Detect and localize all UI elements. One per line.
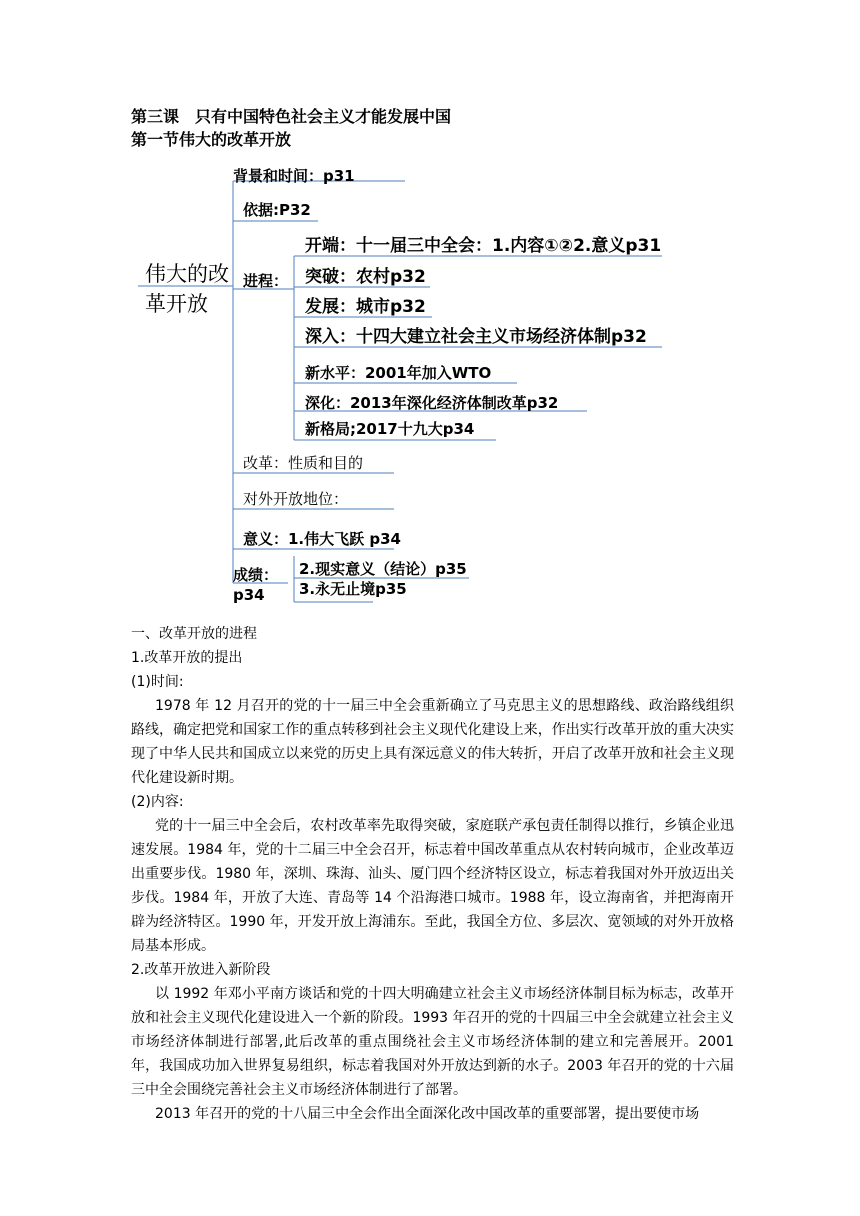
- process-breakthrough: 突破：农村p32: [305, 267, 426, 287]
- lesson-title: 第三课 只有中国特色社会主义才能发展中国: [131, 107, 452, 126]
- mindmap-background: 背景和时间：p31: [233, 167, 355, 185]
- achievement-endless: 3.永无止境p35: [299, 580, 407, 598]
- section-title: 第一节伟大的改革开放: [131, 130, 292, 149]
- paragraph: 1978 年 12 月召开的党的十一届三中全会重新确立了马克思主义的思想路线、政治路线组织路线，确定把党和国家工作的重点转移到社会主义现代化建设上来，作出实行改革开放的重大决实现了中华人民共和国成立以来党的历史上具有深远意义的伟大转折，开启了改革开放和社会主义现代化建设新时期。: [131, 698, 734, 786]
- mindmap-achievement-page: p34: [233, 586, 265, 604]
- paragraph: 以 1992 年邓小平南方谈话和党的十四大明确建立社会主义市场经济体制目标为标志，改革开放和社会主义现代化建设进入一个新的阶段。1993 年召开的党的十四届三中全会就建立社会主义市场经济体制进行部署,此后改革的重点围绕社会主义市场经济体制的建立和完善展开。2001 年，我国成功加入世界复易组织，标志着我国对外开放达到新的水子。2003 年召开的党的十六届三中全会围绕完善社会主义市场经济体制进行了部署。: [131, 986, 734, 1098]
- item-heading: (1)时间:: [131, 674, 184, 690]
- process-new-level: 新水平：2001年加入WTO: [305, 364, 492, 382]
- mindmap-significance: 意义：1.伟大飞跃 p34: [243, 530, 401, 548]
- process-start: 开端：十一届三中全会：1.内容①②2.意义p31: [305, 236, 662, 256]
- section-heading: 一、改革开放的进程: [131, 626, 257, 642]
- paragraph: 2013 年召开的党的十八届三中全会作出全面深化改中国改革的重要部署，提出要使市场: [155, 1106, 700, 1122]
- process-further-deepening: 深化：2013年深化经济体制改革p32: [305, 394, 559, 412]
- body-text: [131, 622, 734, 1126]
- mindmap-root: 伟大的改革开放: [145, 262, 229, 316]
- mindmap-achievement-label: 成绩：: [233, 566, 279, 584]
- subsection-heading: 2.改革开放进入新阶段: [131, 962, 271, 978]
- paragraph: 党的十一届三中全会后，农村改革率先取得突破，家庭联产承包责任制得以推行，乡镇企业迅速发展。1984 年，党的十二届三中全会召开，标志着中国改革重点从农村转向城市，企业改革迈出重要步伐。1980 年，深圳、珠海、汕头、厦门四个经济特区设立，标志着我国对外开放迈出关步伐。1984 年，开放了大连、青岛等 14 个沿海港口城市。1988 年，设立海南省，并把海南开辟为经济特区。1990 年，开发开放上海浦东。至此，我国全方位、多层次、宽领域的对外开放格局基本形成。: [131, 818, 734, 954]
- mindmap-opening-status: 对外开放地位：: [243, 490, 349, 508]
- achievement-realistic-meaning: 2.现实意义（结论）p35: [299, 560, 467, 578]
- mindmap-process-label: 进程：: [243, 272, 289, 290]
- mindmap-basis: 依据:P32: [243, 201, 311, 219]
- process-development: 发展：城市p32: [305, 297, 426, 317]
- subsection-heading: 1.改革开放的提出: [131, 650, 243, 666]
- item-heading: (2)内容:: [131, 794, 184, 810]
- process-new-pattern: 新格局;2017十九大p34: [305, 420, 475, 438]
- process-deepening: 深入：十四大建立社会主义市场经济体制p32: [305, 327, 647, 347]
- mindmap-reform: 改革：性质和目的: [243, 454, 364, 472]
